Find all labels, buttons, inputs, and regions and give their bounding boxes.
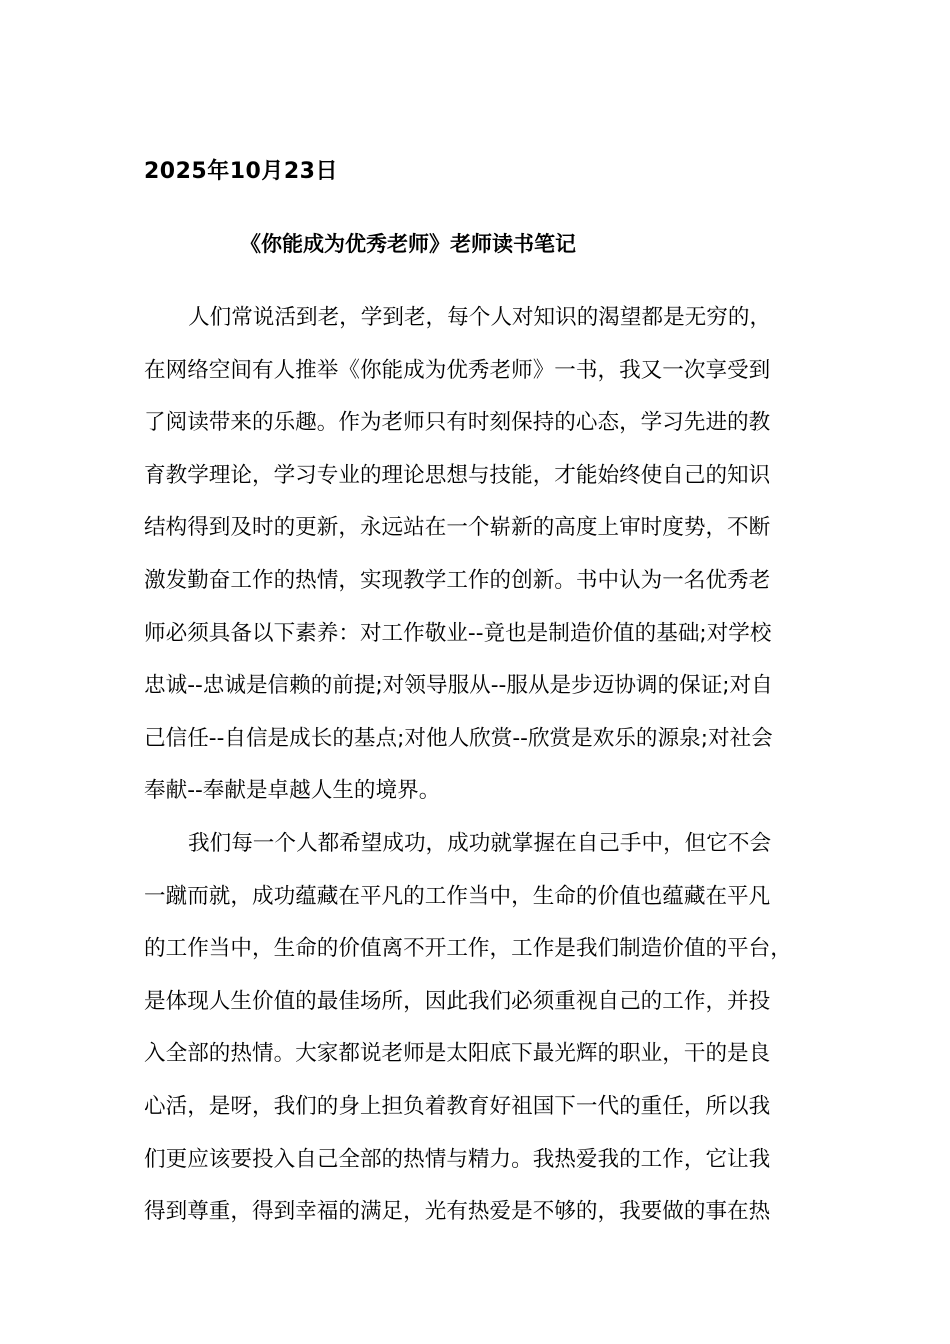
document-title: 《你能成为优秀老师》老师读书笔记 [240,232,576,256]
paragraph-line: 了阅读带来的乐趣。作为老师只有时刻保持的心态，学习先进的教 [144,410,771,436]
document-body [144,296,808,1243]
paragraph-line: 人们常说活到老，学到老，每个人对知识的渴望都是无穷的， [188,305,772,330]
paragraph-line: 入全部的热情。大家都说老师是太阳底下最光辉的职业，干的是良 [144,1041,771,1067]
paragraph-line: 己信任--自信是成长的基点;对他人欣赏--欣赏是欢乐的源泉;对社会 [144,725,773,751]
paragraph-line: 的工作当中，生命的价值离不开工作，工作是我们制造价值的平台， [144,936,792,962]
paragraph-line: 激发勤奋工作的热情，实现教学工作的创新。书中认为一名优秀老 [144,567,771,593]
document-date: 2025年10月23日 [144,159,338,184]
paragraph-line: 一蹴而就，成功蕴藏在平凡的工作当中，生命的价值也蕴藏在平凡 [144,883,771,909]
paragraph-line: 育教学理论，学习专业的理论思想与技能，才能始终使自己的知识 [144,462,771,488]
paragraph-line: 我们每一个人都希望成功，成功就掌握在自己手中，但它不会 [188,830,772,856]
paragraph-line: 结构得到及时的更新，永远站在一个崭新的高度上审时度势，不断 [144,515,771,541]
paragraph-line: 在网络空间有人推举《你能成为优秀老师》一书，我又一次享受到 [144,357,771,383]
paragraph-line: 奉献--奉献是卓越人生的境界。 [144,778,441,804]
paragraph-line: 师必须具备以下素养：对工作敬业--竟也是制造价值的基础;对学校 [144,620,772,646]
paragraph-line: 们更应该要投入自己全部的热情与精力。我热爱我的工作，它让我 [144,1146,771,1172]
paragraph-line: 忠诚--忠诚是信赖的前提;对领导服从--服从是步迈协调的保证;对自 [144,673,773,699]
paragraph-line: 心活，是呀，我们的身上担负着教育好祖国下一代的重任，所以我 [144,1093,771,1119]
paragraph-line: 得到尊重，得到幸福的满足，光有热爱是不够的，我要做的事在热 [144,1199,771,1225]
paragraph-line: 是体现人生价值的最佳场所，因此我们必须重视自己的工作，并投 [144,988,771,1014]
